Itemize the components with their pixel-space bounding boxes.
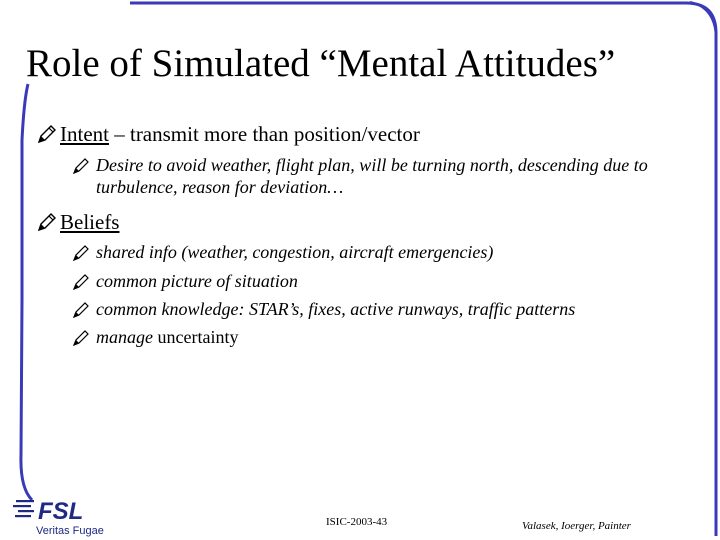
- pen-nib-icon: [72, 273, 90, 291]
- logo-caption: Veritas Fugae: [36, 525, 104, 537]
- sub-bullet-common-picture: [96, 270, 298, 292]
- slide-title: Role of Simulated “Mental Attitudes”: [26, 42, 616, 85]
- sub-bullet-text-normal: uncertainty: [153, 327, 239, 347]
- pen-nib-icon: [72, 301, 90, 319]
- fsl-logo: [12, 494, 122, 538]
- sub-bullet-manage-uncertainty: [96, 326, 238, 348]
- sub-bullet-text: shared info (weather, congestion, aircraft emergencies): [96, 242, 494, 262]
- sub-bullet-common-knowledge: [96, 298, 575, 320]
- bullet-intent: [60, 122, 420, 146]
- bullet-beliefs: [60, 210, 119, 234]
- pencil-icon: [36, 123, 58, 145]
- logo-letters: FSL: [38, 498, 84, 525]
- pen-nib-icon: [72, 157, 90, 175]
- footer-center-text: ISIC-2003-43: [326, 516, 388, 528]
- pen-nib-icon: [72, 244, 90, 262]
- pencil-icon: [36, 211, 58, 233]
- sub-bullet-intent-desire: [96, 154, 696, 198]
- sub-bullet-text: common knowledge: STAR’s, fixes, active runways, traffic patterns: [96, 299, 576, 319]
- sub-bullet-shared-info: [96, 241, 493, 263]
- footer-authors: Valasek, Ioerger, Painter: [522, 520, 631, 532]
- bullet-intent-label: Intent: [60, 122, 109, 146]
- sub-bullet-text: common picture of situation: [96, 271, 298, 291]
- bullet-intent-text: – transmit more than position/vector: [108, 122, 420, 146]
- pen-nib-icon: [72, 329, 90, 347]
- bullet-beliefs-label: Beliefs: [60, 210, 120, 234]
- sub-bullet-text: Desire to avoid weather, flight plan, will be turning north, descending due to turbulence, reason for deviation…: [96, 155, 648, 197]
- sub-bullet-text-italic: manage: [96, 327, 153, 347]
